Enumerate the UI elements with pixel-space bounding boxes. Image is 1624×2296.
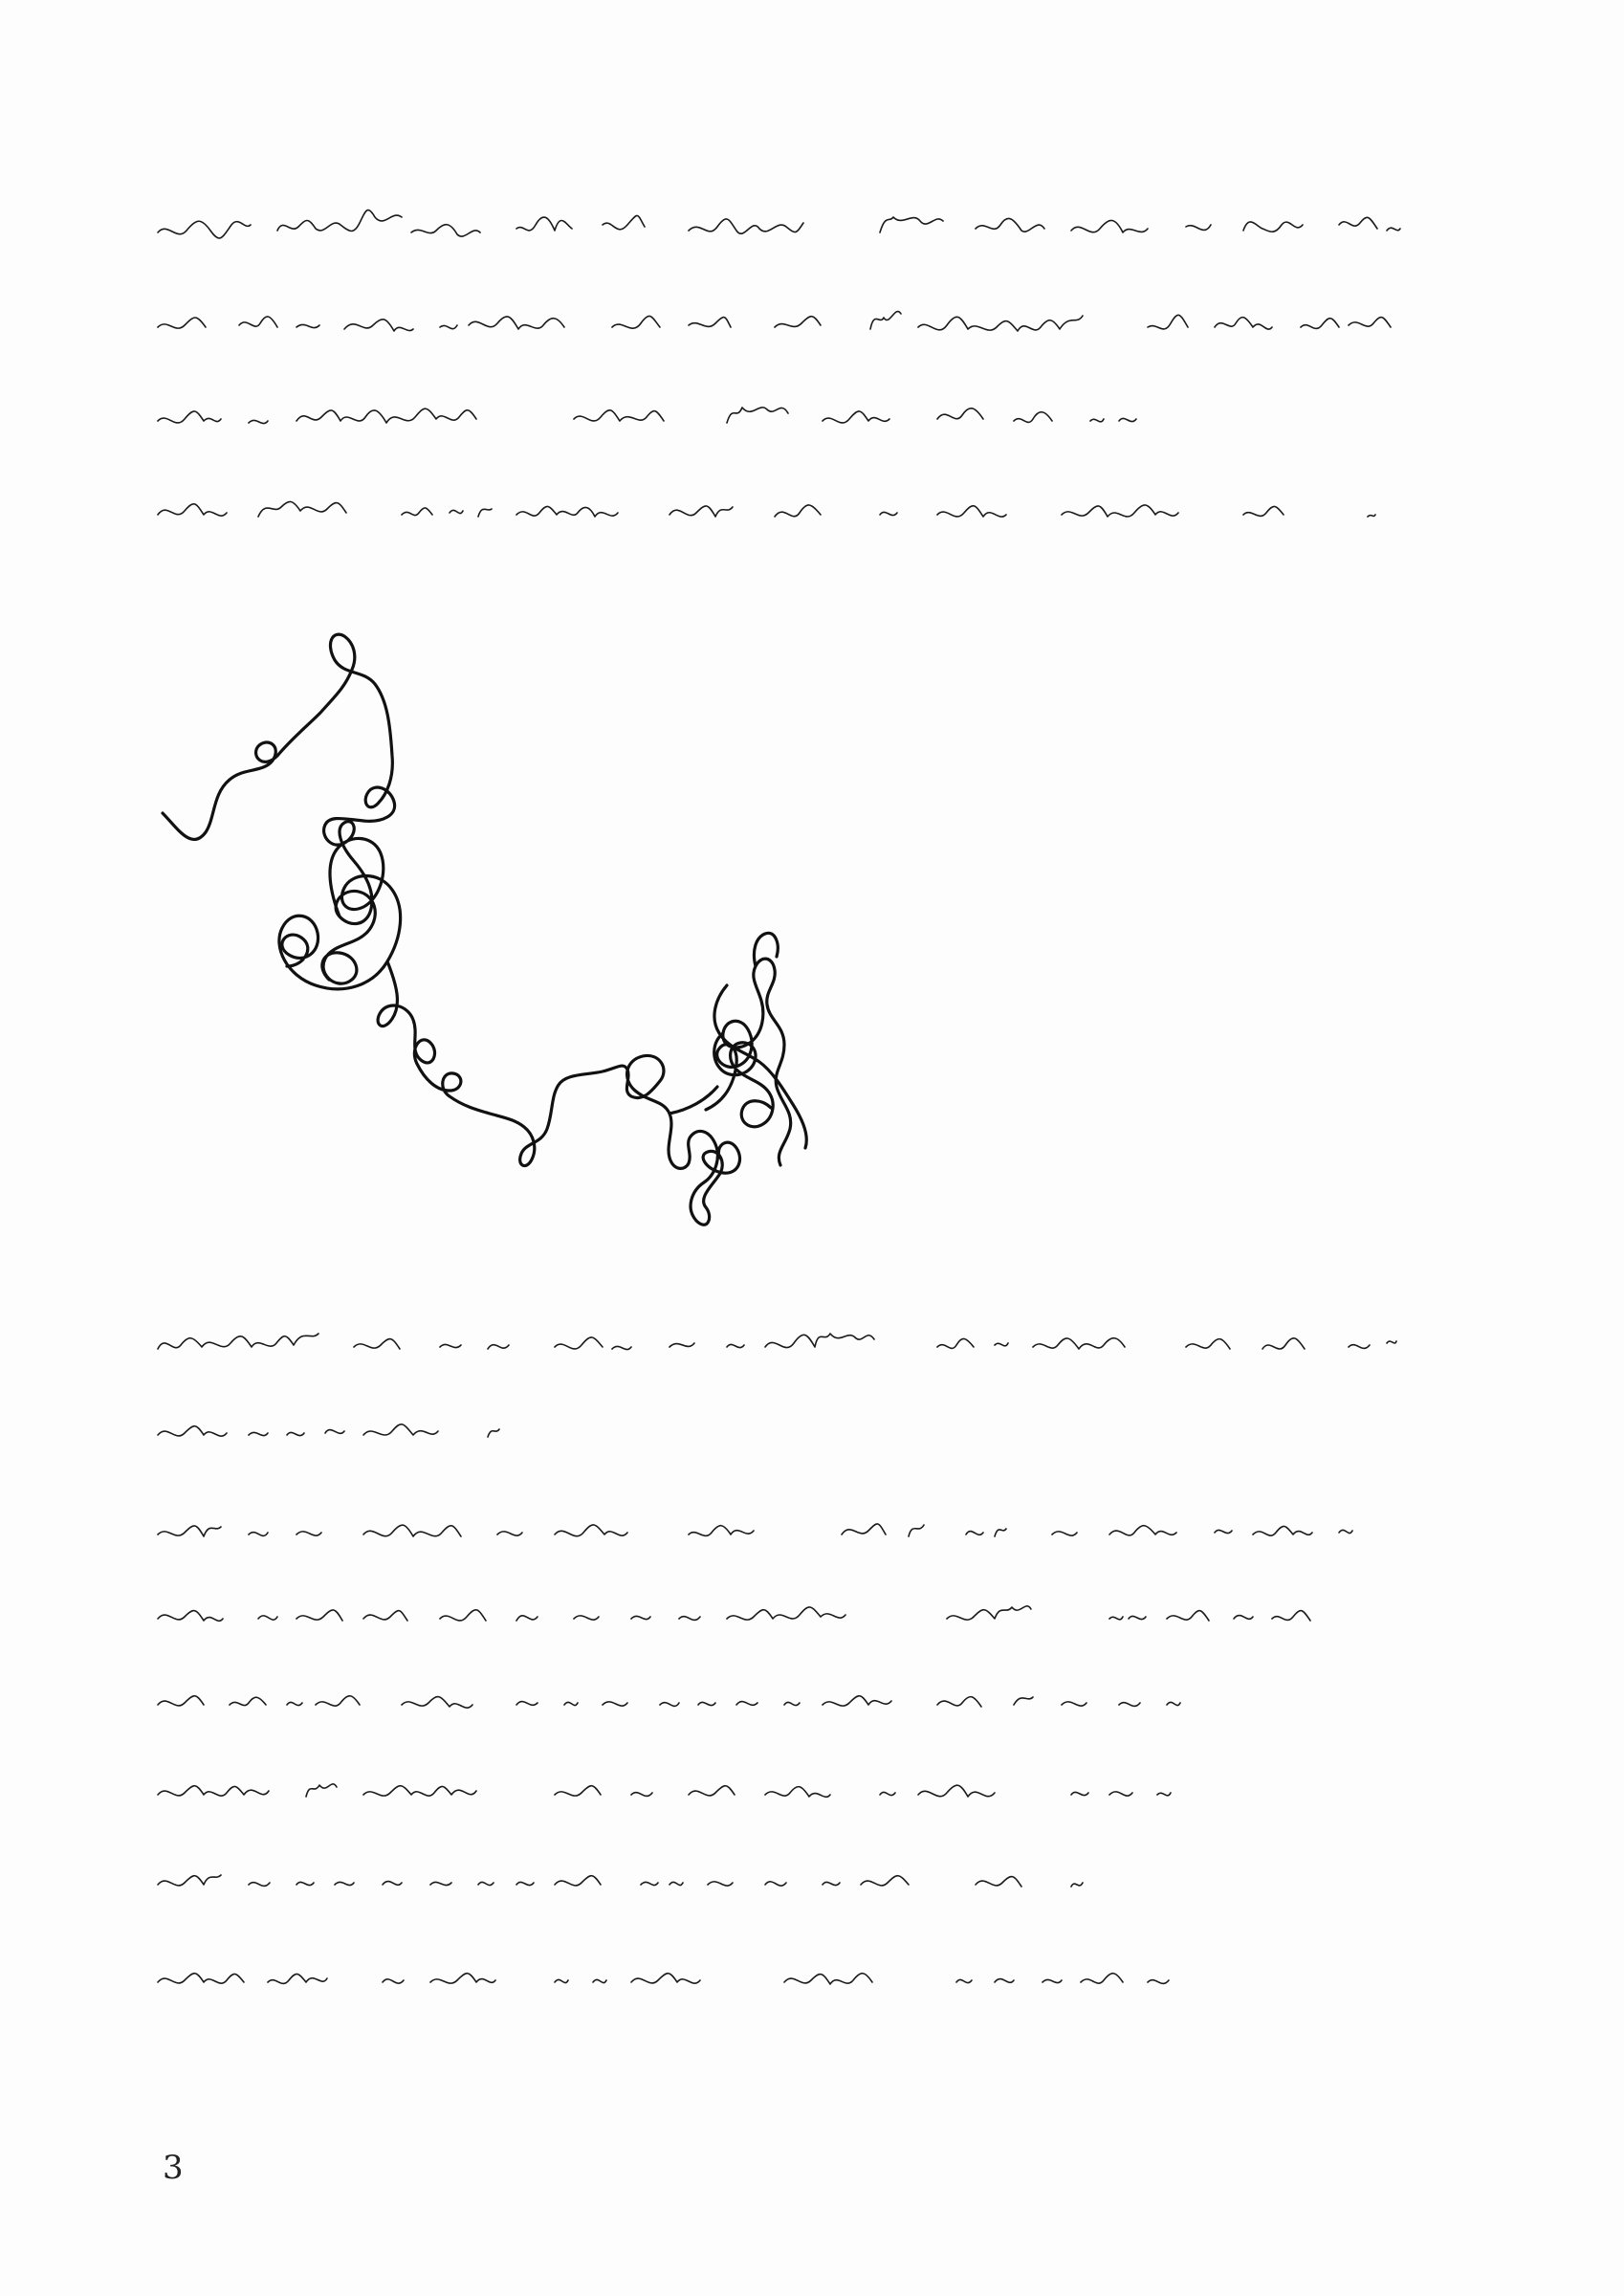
handwriting-line-4	[153, 480, 1406, 538]
handwriting-line-3	[153, 386, 1406, 444]
handwriting-line-1	[153, 196, 1406, 254]
handwriting-line-6	[153, 1401, 1406, 1458]
handwriting-line-2	[153, 293, 1406, 350]
handwriting-line-9	[153, 1670, 1406, 1728]
page-number: 3	[163, 2149, 184, 2187]
handwriting-line-8	[153, 1584, 1406, 1642]
handwriting-line-11	[153, 1850, 1406, 1908]
handwriting-line-7	[153, 1500, 1406, 1557]
handwriting-line-10	[153, 1760, 1406, 1818]
scribble-drawing	[143, 593, 832, 1263]
handwriting-line-5	[153, 1313, 1406, 1370]
handwriting-line-12	[153, 1948, 1406, 2005]
